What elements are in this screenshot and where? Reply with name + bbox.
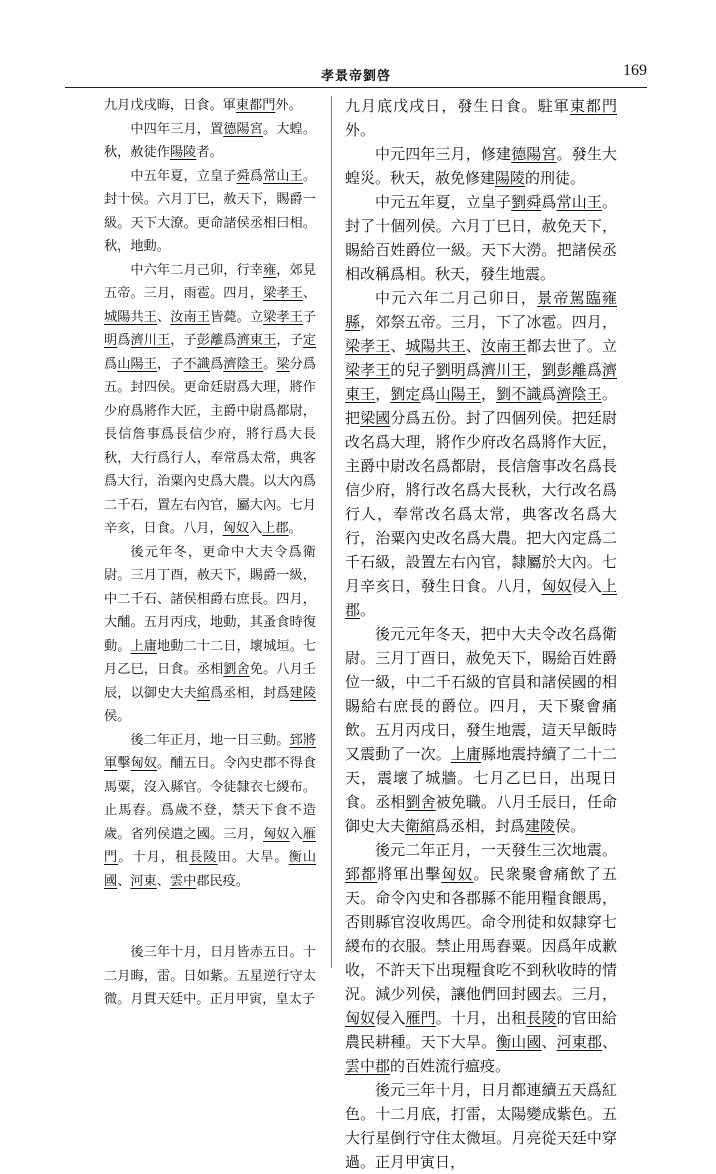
proper-name: 濟川王: [481, 361, 527, 379]
proper-name: 郅都: [345, 865, 378, 883]
proper-name: 劉彭離: [541, 361, 587, 379]
paragraph: [104, 941, 316, 1012]
text-run: 爲丞相，封爲: [210, 685, 290, 701]
text-run: 爲: [541, 385, 557, 403]
text-run: 。酺五日。令內史郡不得食馬粟，沒入縣官。令徒隸衣七緵布。止馬舂。爲歲不登，禁天下食不造歲。省列侯遣之國。三月，: [104, 756, 317, 842]
text-run: 爲: [117, 333, 131, 348]
proper-name: 汝南王: [170, 309, 211, 325]
text-run: 、: [117, 873, 131, 889]
paragraph: [104, 729, 316, 894]
text-run: 被免職。八月壬辰日，任命御史大夫: [345, 793, 617, 835]
text-run: 分爲五。封四侯。更命廷尉爲大理，將作少府爲將作大匠，主爵中尉爲都尉，長信詹事爲長信少府，將行爲大長秋，大行爲行人，奉常爲太常，典客爲大行，治粟內史爲大農。以大內爲二千石，置左右內官，屬大內。七月辛亥，日食。八月，: [104, 356, 317, 536]
text-run: 。: [288, 521, 302, 536]
text-run: 中六年二月己卯，行幸: [130, 262, 264, 278]
proper-name: 河東: [130, 873, 157, 889]
text-run: 後元元年冬天，把中大夫令改名爲衛尉。三月丁酉日，赦免天下，賜給百姓爵位一級，中二千石級的官員和諸侯國的相賜給右庶長的爵位。四月，天下聚會痛飲。五月丙戌日，發生地震，這天早飯時又震動了一次。: [345, 625, 617, 763]
proper-name: 雁門: [104, 826, 317, 865]
proper-name: 梁孝王: [345, 337, 391, 355]
text-run: 。把: [345, 385, 617, 427]
text-run: 擊: [117, 756, 131, 771]
proper-name: 上庸: [130, 638, 158, 654]
column-divider: [331, 96, 332, 968]
proper-name: 彭離: [196, 333, 224, 348]
text-run: 免。八月壬辰，以御史大夫: [104, 662, 317, 701]
proper-name: 長陵: [189, 850, 218, 865]
proper-name: 郅將軍: [104, 732, 317, 771]
text-run: ，: [375, 385, 391, 403]
proper-name: 劉不識: [496, 385, 542, 403]
text-run: 九月底戊戌日，發生日食。駐軍: [345, 97, 570, 115]
text-run: 。大蝗。秋，赦徒作: [104, 121, 317, 160]
proper-name: 城陽共王: [104, 309, 158, 325]
proper-name: 上郡: [262, 521, 289, 536]
proper-name: 常山王: [556, 193, 602, 211]
paragraph: [104, 165, 316, 259]
proper-name: 濟陰王: [556, 385, 602, 403]
text-run: 。封十侯。六月丁巳，赦天下，賜爵一級。天下大潦。更命諸侯丞相曰相。秋，地動。: [104, 168, 317, 254]
text-run: 侵入: [571, 577, 602, 595]
text-run: ，子: [157, 356, 184, 372]
proper-name: 舜: [236, 168, 250, 184]
text-run: 。十月，租: [118, 850, 190, 865]
text-run: 後元三年十月，日月都連續五天爲紅色。十二月底，打雷，太陽變成紫色。五大行星倒行守住太微垣。月亮從天廷中穿過。正月甲寅日，: [345, 1081, 617, 1171]
text-run: 侵入: [375, 1009, 406, 1027]
text-run: 。: [360, 601, 376, 619]
translation-column: [345, 94, 617, 1174]
text-run: 、: [302, 286, 317, 301]
proper-name: 梁孝王: [263, 286, 303, 301]
text-run: ，郊見五帝。三月，雨雹。四月，: [104, 262, 317, 301]
proper-name: 常山王: [263, 168, 303, 184]
paragraph: [345, 622, 617, 838]
text-run: 爲: [223, 333, 237, 348]
proper-name: 雁門: [405, 1009, 436, 1027]
text-run: 爲: [104, 356, 118, 372]
paragraph: [104, 94, 316, 118]
text-run: 爲: [249, 168, 264, 184]
proper-name: 劉舍: [405, 793, 436, 811]
proper-name: 梁國: [360, 409, 391, 427]
proper-name: 上郡: [345, 577, 617, 619]
proper-name: 衡山國: [496, 1033, 542, 1051]
proper-name: 東都門: [235, 98, 276, 113]
text-run: 侯。: [104, 709, 131, 724]
text-run: ，: [526, 361, 542, 379]
proper-name: 不識: [183, 356, 211, 372]
text-run: 縣地震持續了二十二天，震壞了城牆。七月乙巳日，出現日食。丞相: [345, 745, 617, 811]
paragraph: [345, 190, 617, 286]
proper-name: 德陽宮: [223, 121, 264, 137]
proper-name: 河東郡: [556, 1033, 602, 1051]
proper-name: 陽陵: [169, 145, 197, 160]
paragraph: [345, 1078, 617, 1174]
text-run: ，: [480, 385, 497, 403]
text-run: 爲: [420, 385, 436, 403]
text-run: 中元四年三月，修建: [375, 145, 512, 163]
paragraph: [345, 838, 617, 1078]
proper-name: 雍: [263, 262, 277, 278]
proper-name: 定: [302, 333, 317, 348]
proper-name: 東都門: [569, 97, 617, 115]
text-run: 爲: [541, 193, 557, 211]
header-rule: [65, 87, 647, 88]
text-run: 的刑徒。: [525, 169, 586, 187]
text-run: 將軍出擊: [377, 865, 442, 883]
text-run: 後三年十月，日月皆赤五日。十二月晦，雷。日如紫。五星逆行守太微。月貫天廷中。正月甲寅，皇太子: [104, 945, 316, 1007]
text-run: 郡民疫。: [196, 873, 250, 889]
proper-name: 長陵: [526, 1009, 557, 1027]
text-run: 都去世了。立: [526, 337, 617, 355]
text-run: 。封了十個列侯。六月丁巳日，赦免天下，賜給百姓爵位一級。天下大澇。把諸侯丞相改稱爲相。秋天，發生地震。: [345, 193, 617, 283]
paragraph: [345, 94, 617, 142]
text-run: 中五年夏，立皇子: [130, 168, 237, 184]
proper-name: 劉定: [390, 385, 421, 403]
text-run: 中元六年二月己卯日，: [375, 289, 538, 307]
text-run: 的官田給農民耕種。天下大旱。: [345, 1009, 617, 1051]
text-run: 外。: [345, 121, 376, 139]
running-title: 孝景帝劉啓: [320, 69, 391, 84]
proper-name: 濟東王: [236, 333, 277, 348]
proper-name: 雲中郡: [345, 1057, 391, 1075]
proper-name: 山陽王: [435, 385, 481, 403]
paragraph: [104, 118, 316, 165]
text-run: 分爲五份。封了四個列侯。把廷尉改名爲大理，將作少府改名爲將作大匠，主爵中尉改名爲都尉，長信詹事改名爲長信少府，將行改名爲大長秋，大行改名爲行人，奉常改名爲太常，典客改名爲大行，治粟內史改名爲大農。把大內定爲二千石級，設置左右內官，隸屬於大內。七月辛亥日，發生日食。八月，: [345, 409, 617, 595]
text-run: 田。大旱。: [217, 850, 289, 865]
proper-name: 衡山國: [104, 850, 317, 889]
proper-name: 劉舜: [511, 193, 542, 211]
text-run: 中元五年夏，立皇子: [375, 193, 512, 211]
text-run: 地動二十二日，壞城垣。七月乙巳，日食。丞相: [104, 638, 317, 677]
proper-name: 劉明: [435, 361, 466, 379]
text-run: 爲丞相，封爲: [435, 817, 526, 835]
proper-name: 景帝駕臨雍縣: [345, 289, 617, 331]
proper-name: 濟川王: [130, 333, 171, 348]
text-run: 入: [289, 826, 303, 842]
text-run: 後元年冬，更命中大夫令爲衛尉。三月丁酉，赦天下，賜爵一級，中二千石、諸侯相爵右庶長。四月，大酺。五月丙戌，地動，其蚤食時復動。: [104, 544, 316, 654]
proper-name: 雲中: [169, 873, 197, 889]
text-run: 。民衆聚會痛飲了五天。命令內史和各郡縣不能用糧食餵馬，否則縣官沒收馬匹。命令刑徒和奴隸穿七緵布的衣服。禁止用馬舂粟。因爲年成歉收，不許天下出現糧食吃不到秋收時的情況。減少列侯，讓他們回封國去。三月，: [345, 865, 617, 1003]
text-run: 、: [541, 1033, 557, 1051]
proper-name: 汝南王: [481, 337, 527, 355]
text-run: 。十月，出租: [435, 1009, 527, 1027]
text-run: 、: [465, 337, 482, 355]
text-run: 爲: [210, 356, 224, 372]
paragraph: [104, 259, 316, 541]
text-run: 侯。: [555, 817, 586, 835]
text-run: 的百姓流行瘟疫。: [390, 1057, 511, 1075]
proper-name: 劉舍: [223, 662, 250, 677]
paragraph: [345, 142, 617, 190]
text-run: 、: [601, 1033, 617, 1051]
paragraph: [345, 286, 617, 622]
proper-name: 建陵: [525, 817, 556, 835]
paragraph: [104, 541, 316, 729]
proper-name: 衛綰: [405, 817, 436, 835]
proper-name: 明: [104, 333, 118, 348]
text-run: 子: [302, 309, 317, 325]
proper-name: 匈奴: [222, 521, 250, 536]
proper-name: 建陵: [289, 685, 317, 701]
text-run: ，子: [170, 333, 197, 348]
text-run: 皆薨。立: [210, 309, 264, 325]
proper-name: 濟東王: [345, 361, 617, 403]
page-number: 169: [623, 62, 647, 79]
text-run: 九月戊戌晦，日食。軍: [104, 98, 236, 113]
proper-name: 梁孝王: [345, 361, 391, 379]
text-run: 後元二年正月，一天發生三次地震。: [375, 841, 617, 859]
proper-name: 德陽宮: [511, 145, 557, 163]
text-run: 入: [249, 521, 263, 536]
page-header: [65, 62, 647, 90]
proper-name: 梁孝王: [263, 309, 303, 325]
proper-name: 匈奴: [263, 826, 290, 842]
text-run: 、: [156, 873, 170, 889]
proper-name: 匈奴: [541, 577, 572, 595]
text-run: 外。: [275, 98, 302, 113]
text-run: 、: [157, 309, 171, 325]
proper-name: 綰: [196, 685, 211, 701]
proper-name: 匈奴: [441, 865, 474, 883]
proper-name: 梁: [276, 356, 290, 372]
text-run: 。發生大蝗災。秋天，赦免修建: [345, 145, 617, 187]
text-run: 的兒子: [390, 361, 436, 379]
proper-name: 濟陰王: [223, 356, 264, 372]
text-run: 爲: [586, 361, 602, 379]
proper-name: 山陽王: [117, 356, 158, 372]
classical-text-column: [104, 94, 316, 1012]
text-run: 後二年正月，地一日三動。: [130, 732, 290, 748]
proper-name: 匈奴: [345, 1009, 376, 1027]
text-run: ，子: [276, 333, 303, 348]
proper-name: 匈奴: [130, 756, 158, 771]
proper-name: 上庸: [450, 745, 482, 763]
proper-name: 陽陵: [495, 169, 526, 187]
text-run: 。: [263, 356, 277, 372]
text-run: 中四年三月，置: [130, 121, 224, 137]
proper-name: 城陽共王: [405, 337, 466, 355]
text-run: 、: [390, 337, 406, 355]
text-run: 者。: [196, 145, 223, 160]
text-run: ，郊祭五帝。三月，下了冰雹。四月，: [360, 313, 617, 331]
text-run: 爲: [465, 361, 482, 379]
